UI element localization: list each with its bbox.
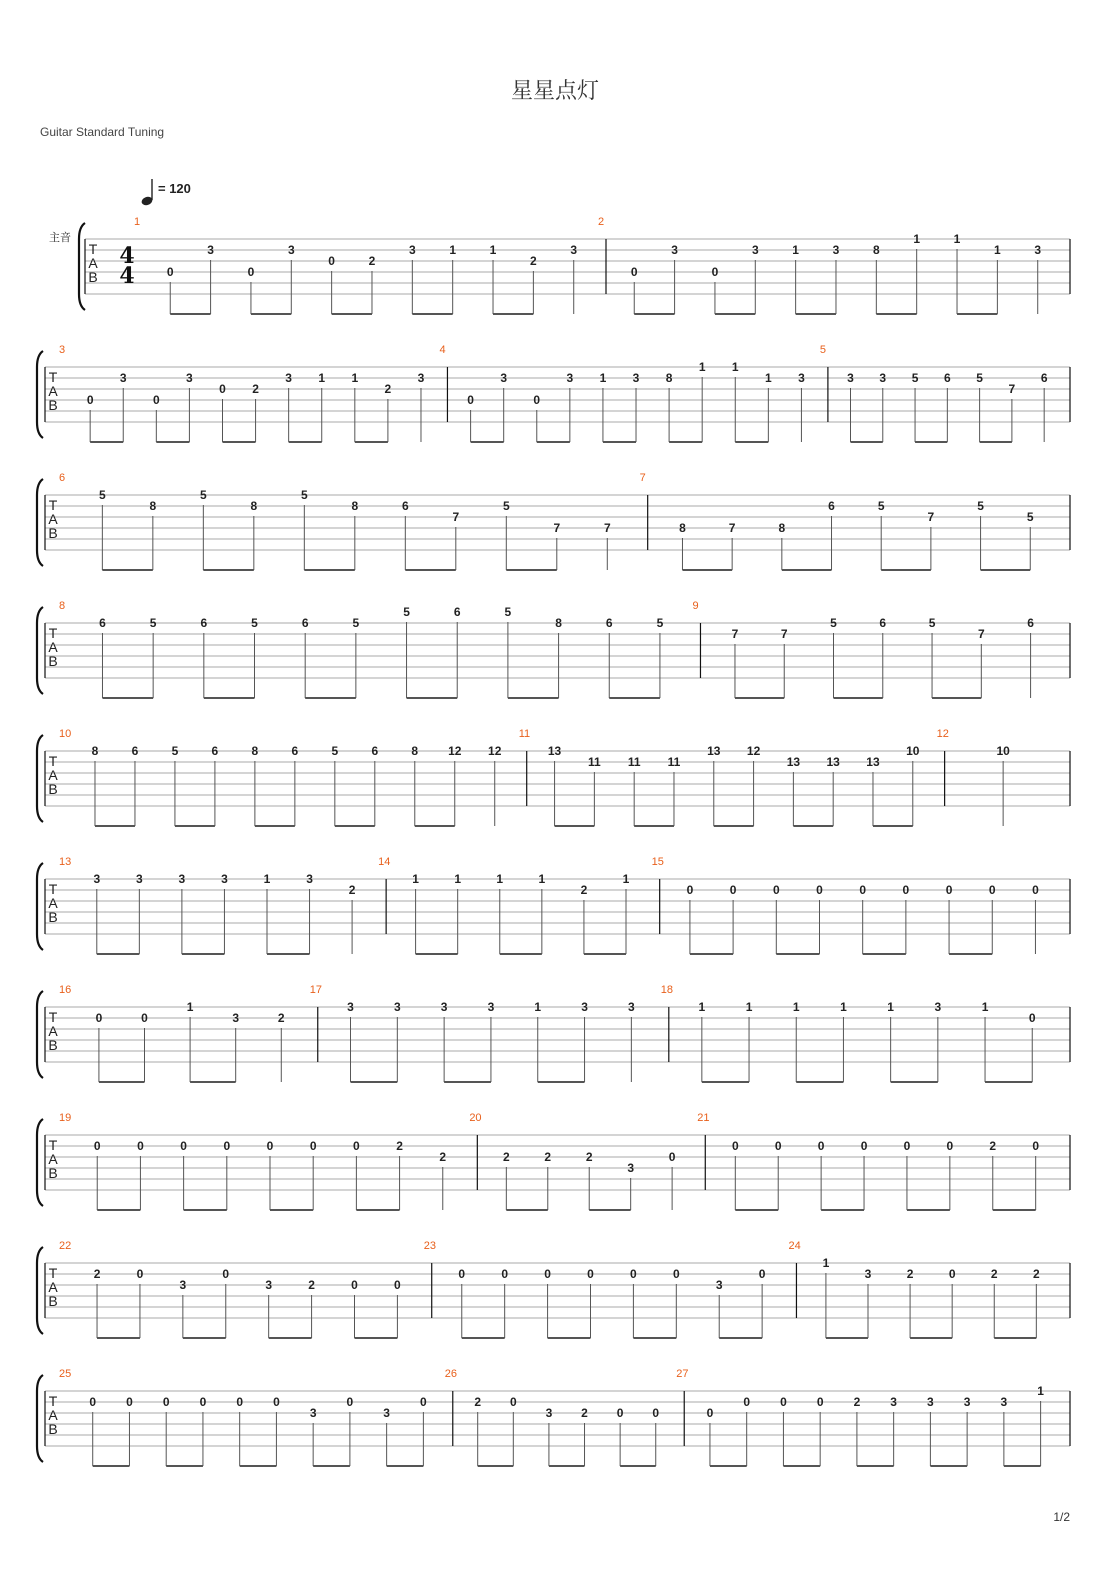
- fret-number: 1: [792, 243, 799, 257]
- fret-number: 6: [401, 499, 409, 513]
- measure-number: 3: [59, 344, 66, 356]
- instrument-label: 主音: [49, 231, 71, 244]
- fret-number: 0: [95, 1011, 103, 1025]
- fret-number: 3: [864, 1267, 872, 1281]
- fret-number: 3: [1000, 1395, 1008, 1409]
- fret-number: 0: [273, 1395, 280, 1409]
- fret-number: 5: [977, 499, 984, 513]
- fret-number: 1: [887, 1000, 894, 1014]
- fret-number: 5: [928, 616, 936, 630]
- measure-number: 18: [660, 984, 674, 996]
- fret-number: 7: [1008, 382, 1016, 396]
- fret-number: 1: [186, 1000, 194, 1014]
- fret-number: 6: [1027, 616, 1034, 630]
- fret-number: 1: [449, 243, 457, 257]
- fret-number: 0: [1032, 883, 1039, 897]
- fret-number: 0: [458, 1267, 466, 1281]
- fret-number: 2: [474, 1395, 482, 1409]
- fret-number: 0: [652, 1406, 660, 1420]
- fret-number: 0: [729, 883, 737, 897]
- fret-number: 5: [504, 605, 512, 619]
- fret-number: 3: [285, 371, 292, 385]
- fret-number: 1: [496, 872, 504, 886]
- fret-number: 6: [605, 616, 613, 630]
- fret-number: 2: [439, 1150, 447, 1164]
- fret-number: 0: [686, 883, 694, 897]
- fret-number: 2: [348, 883, 356, 897]
- fret-number: 7: [780, 627, 788, 641]
- fret-number: 1: [953, 232, 961, 246]
- fret-number: 3: [963, 1395, 971, 1409]
- fret-number: 8: [665, 371, 673, 385]
- fret-number: 3: [879, 371, 887, 385]
- measure-number: 1: [134, 216, 141, 228]
- fret-number: 1: [412, 872, 419, 886]
- fret-number: 0: [141, 1011, 148, 1025]
- tuning-label: Guitar Standard Tuning: [40, 125, 165, 139]
- fret-number: 3: [798, 371, 805, 385]
- tab-letter: B: [48, 909, 58, 925]
- fret-number: 7: [728, 521, 736, 535]
- fret-number: 5: [656, 616, 664, 630]
- fret-number: 3: [632, 371, 640, 385]
- fret-number: 0: [902, 883, 910, 897]
- fret-number: 5: [300, 488, 308, 502]
- fret-number: 0: [988, 883, 996, 897]
- fret-number: 3: [751, 243, 759, 257]
- fret-number: 1: [792, 1000, 800, 1014]
- page-number: 1/2: [1053, 1510, 1070, 1524]
- fret-number: 0: [668, 1150, 676, 1164]
- fret-number: 0: [860, 1139, 868, 1153]
- tab-letter: T: [88, 241, 98, 257]
- fret-number: 8: [411, 744, 419, 758]
- staff-bracket: [79, 223, 85, 310]
- fret-number: 3: [207, 243, 214, 257]
- tab-letter: A: [48, 1023, 58, 1039]
- fret-number: 6: [828, 499, 835, 513]
- fret-number: 0: [1032, 1139, 1040, 1153]
- fret-number: 5: [331, 744, 339, 758]
- measure-number: 2: [598, 216, 605, 228]
- tab-letter: A: [88, 255, 98, 271]
- fret-number: 0: [774, 1139, 782, 1153]
- fret-number: 2: [252, 382, 259, 396]
- fret-number: 7: [603, 521, 611, 535]
- fret-number: 1: [698, 360, 706, 374]
- fret-number: 1: [994, 243, 1001, 257]
- tab-letter: B: [48, 1421, 58, 1437]
- fret-number: 0: [544, 1267, 551, 1281]
- tab-letter: B: [48, 1037, 58, 1053]
- fret-number: 0: [501, 1267, 509, 1281]
- fret-number: 1: [765, 371, 772, 385]
- fret-number: 3: [232, 1011, 240, 1025]
- fret-number: 0: [816, 1395, 824, 1409]
- tab-letter: T: [48, 881, 58, 897]
- fret-number: 8: [872, 243, 880, 257]
- fret-number: 0: [946, 1139, 954, 1153]
- tab-letter: T: [48, 369, 58, 385]
- measure-number: 22: [59, 1240, 72, 1252]
- fret-number: 1: [318, 371, 326, 385]
- fret-number: 8: [351, 499, 359, 513]
- measure-number: 12: [936, 728, 949, 740]
- fret-number: 3: [347, 1000, 354, 1014]
- measure-number: 11: [518, 728, 531, 740]
- fret-number: 2: [585, 1150, 593, 1164]
- fret-number: 0: [816, 883, 823, 897]
- fret-number: 3: [500, 371, 508, 385]
- fret-number: 0: [533, 393, 541, 407]
- fret-number: 1: [599, 371, 607, 385]
- fret-number: 6: [301, 616, 309, 630]
- fret-number: 2: [580, 883, 588, 897]
- fret-number: 0: [86, 393, 94, 407]
- fret-number: 6: [879, 616, 887, 630]
- fret-number: 3: [628, 1000, 635, 1014]
- fret-number: 5: [99, 488, 106, 502]
- fret-number: 0: [126, 1395, 133, 1409]
- tab-letter: T: [48, 1265, 58, 1281]
- fret-number: 1: [538, 872, 546, 886]
- fret-number: 2: [384, 382, 392, 396]
- tab-letter: A: [48, 895, 58, 911]
- fret-number: 3: [287, 243, 295, 257]
- fret-number: 3: [135, 872, 143, 886]
- fret-number: 0: [706, 1406, 714, 1420]
- measure-number: 21: [697, 1112, 710, 1124]
- fret-number: 0: [758, 1267, 766, 1281]
- tab-letter: B: [48, 1165, 58, 1181]
- fret-number: 5: [976, 371, 983, 385]
- fret-number: 10: [996, 744, 1010, 758]
- fret-number: 0: [743, 1395, 751, 1409]
- measure-number: 27: [676, 1368, 689, 1380]
- fret-number: 3: [178, 872, 186, 886]
- fret-number: 3: [581, 1000, 588, 1014]
- tab-letter: A: [48, 1407, 58, 1423]
- fret-number: 13: [826, 755, 840, 769]
- fret-number: 0: [93, 1139, 101, 1153]
- measure-number: 23: [423, 1240, 436, 1252]
- fret-number: 0: [247, 265, 255, 279]
- fret-number: 1: [263, 872, 271, 886]
- fret-number: 0: [509, 1395, 517, 1409]
- fret-number: 1: [534, 1000, 542, 1014]
- fret-number: 2: [396, 1139, 403, 1153]
- fret-number: 2: [853, 1395, 861, 1409]
- fret-number: 0: [587, 1267, 594, 1281]
- staff-bracket: [37, 607, 43, 694]
- tab-letter: T: [48, 1137, 58, 1153]
- fret-number: 7: [452, 510, 460, 524]
- fret-number: 5: [911, 371, 919, 385]
- fret-number: 3: [847, 371, 854, 385]
- fret-number: 1: [822, 1256, 830, 1270]
- fret-number: 13: [866, 755, 880, 769]
- fret-number: 3: [393, 1000, 401, 1014]
- fret-number: 3: [832, 243, 840, 257]
- fret-number: 5: [149, 616, 157, 630]
- fret-number: 1: [698, 1000, 706, 1014]
- fret-number: 2: [1032, 1267, 1040, 1281]
- measure-number: 15: [651, 856, 664, 868]
- fret-number: 12: [746, 744, 761, 758]
- fret-number: 1: [731, 360, 739, 374]
- fret-number: 0: [162, 1395, 170, 1409]
- fret-number: 2: [544, 1150, 552, 1164]
- fret-number: 0: [166, 265, 174, 279]
- fret-number: 8: [555, 616, 562, 630]
- measure-number: 13: [59, 856, 72, 868]
- staff-bracket: [37, 991, 43, 1078]
- fret-number: 3: [1034, 243, 1042, 257]
- tab-letter: A: [48, 1151, 58, 1167]
- fret-number: 3: [487, 1000, 495, 1014]
- fret-number: 5: [403, 605, 410, 619]
- fret-number: 1: [913, 232, 921, 246]
- fret-number: 0: [219, 382, 226, 396]
- fret-number: 8: [679, 521, 686, 535]
- tab-letter: T: [48, 1393, 58, 1409]
- fret-number: 3: [927, 1395, 934, 1409]
- fret-number: 2: [277, 1011, 285, 1025]
- fret-number: 5: [352, 616, 360, 630]
- fret-number: 0: [616, 1406, 624, 1420]
- fret-number: 2: [368, 254, 376, 268]
- tab-letter: T: [48, 753, 58, 769]
- fret-number: 6: [99, 616, 106, 630]
- fret-number: 8: [149, 499, 157, 513]
- fret-number: 3: [383, 1406, 390, 1420]
- fret-number: 2: [502, 1150, 510, 1164]
- fret-number: 0: [309, 1139, 317, 1153]
- fret-number: 1: [622, 872, 630, 886]
- fret-number: 6: [291, 744, 299, 758]
- time-signature-bottom: 4: [119, 263, 135, 289]
- fret-number: 3: [417, 371, 425, 385]
- tab-letter: B: [88, 269, 98, 285]
- fret-number: 0: [731, 1139, 739, 1153]
- fret-number: 0: [137, 1139, 144, 1153]
- time-signature-top: 4: [119, 243, 135, 269]
- fret-number: 3: [570, 243, 578, 257]
- score-title: 星星点灯: [510, 79, 599, 104]
- fret-number: 5: [877, 499, 885, 513]
- measure-number: 25: [59, 1368, 72, 1380]
- fret-number: 0: [1028, 1011, 1036, 1025]
- fret-number: 3: [93, 872, 101, 886]
- fret-number: 1: [351, 371, 359, 385]
- fret-number: 2: [906, 1267, 914, 1281]
- fret-number: 3: [715, 1278, 723, 1292]
- fret-number: 0: [346, 1395, 354, 1409]
- fret-number: 6: [943, 371, 951, 385]
- fret-number: 3: [306, 872, 313, 886]
- measure-number: 7: [639, 472, 646, 484]
- measure-number: 8: [59, 600, 66, 612]
- fret-number: 5: [1026, 510, 1034, 524]
- fret-number: 5: [171, 744, 179, 758]
- staff-bracket: [37, 863, 43, 950]
- fret-number: 1: [1037, 1384, 1044, 1398]
- fret-number: 8: [251, 744, 259, 758]
- fret-number: 3: [221, 872, 228, 886]
- fret-number: 5: [199, 488, 207, 502]
- fret-number: 3: [119, 371, 127, 385]
- measure-number: 26: [444, 1368, 458, 1380]
- fret-number: 0: [817, 1139, 825, 1153]
- fret-number: 3: [627, 1161, 635, 1175]
- fret-number: 13: [547, 744, 562, 758]
- measure-number: 6: [59, 472, 66, 484]
- fret-number: 0: [180, 1139, 187, 1153]
- measure-number: 14: [378, 856, 391, 868]
- fret-number: 5: [830, 616, 837, 630]
- tab-letter: B: [48, 781, 58, 797]
- fret-number: 12: [448, 744, 462, 758]
- fret-number: 8: [91, 744, 99, 758]
- measure-number: 9: [692, 600, 699, 612]
- fret-number: 3: [309, 1406, 317, 1420]
- fret-number: 8: [250, 499, 258, 513]
- fret-number: 0: [630, 1267, 637, 1281]
- fret-number: 11: [588, 755, 601, 769]
- tab-letter: B: [48, 1293, 58, 1309]
- fret-number: 0: [353, 1139, 360, 1153]
- fret-number: 1: [489, 243, 497, 257]
- fret-number: 0: [945, 883, 953, 897]
- fret-number: 2: [581, 1406, 588, 1420]
- fret-number: 3: [186, 371, 193, 385]
- fret-number: 1: [840, 1000, 847, 1014]
- measure-number: 4: [439, 344, 446, 356]
- fret-number: 3: [566, 371, 574, 385]
- fret-number: 0: [772, 883, 780, 897]
- staff-bracket: [37, 1247, 43, 1334]
- fret-number: 3: [440, 1000, 448, 1014]
- measure-number: 20: [469, 1112, 482, 1124]
- fret-number: 3: [408, 243, 416, 257]
- fret-number: 11: [627, 755, 641, 769]
- staff-bracket: [37, 1375, 43, 1462]
- fret-number: 0: [89, 1395, 97, 1409]
- measure-number: 17: [309, 984, 322, 996]
- fret-number: 5: [502, 499, 510, 513]
- tab-letter: B: [48, 653, 58, 669]
- tab-letter: A: [48, 1279, 58, 1295]
- fret-number: 0: [328, 254, 335, 268]
- measure-number: 24: [788, 1240, 801, 1252]
- fret-number: 6: [200, 616, 208, 630]
- fret-number: 2: [990, 1267, 998, 1281]
- tab-letter: B: [48, 525, 58, 541]
- fret-number: 3: [671, 243, 678, 257]
- fret-number: 5: [251, 616, 258, 630]
- fret-number: 0: [903, 1139, 911, 1153]
- tab-letter: B: [48, 397, 58, 413]
- fret-number: 8: [778, 521, 786, 535]
- fret-number: 7: [553, 521, 561, 535]
- fret-number: 1: [981, 1000, 989, 1014]
- fret-number: 0: [136, 1267, 144, 1281]
- fret-number: 0: [711, 265, 719, 279]
- fret-number: 0: [672, 1267, 680, 1281]
- staff-bracket: [37, 351, 43, 438]
- fret-number: 3: [890, 1395, 897, 1409]
- fret-number: 0: [199, 1395, 207, 1409]
- tab-letter: A: [48, 383, 58, 399]
- fret-number: 0: [223, 1139, 231, 1153]
- fret-number: 0: [780, 1395, 787, 1409]
- tab-letter: T: [48, 625, 58, 641]
- tab-letter: A: [48, 767, 58, 783]
- fret-number: 3: [934, 1000, 942, 1014]
- measure-number: 16: [59, 984, 72, 996]
- tab-letter: T: [48, 497, 58, 513]
- fret-number: 13: [786, 755, 801, 769]
- fret-number: 11: [667, 755, 681, 769]
- fret-number: 12: [488, 744, 502, 758]
- fret-number: 13: [707, 744, 721, 758]
- fret-number: 1: [745, 1000, 753, 1014]
- fret-number: 1: [454, 872, 462, 886]
- measure-number: 19: [59, 1112, 72, 1124]
- fret-number: 0: [859, 883, 867, 897]
- fret-number: 6: [371, 744, 379, 758]
- fret-number: 10: [906, 744, 920, 758]
- fret-number: 7: [927, 510, 935, 524]
- fret-number: 0: [236, 1395, 244, 1409]
- tab-letter: A: [48, 639, 58, 655]
- fret-number: 2: [93, 1267, 101, 1281]
- fret-number: 2: [530, 254, 537, 268]
- fret-number: 0: [152, 393, 160, 407]
- staff-bracket: [37, 735, 43, 822]
- fret-number: 0: [948, 1267, 956, 1281]
- staff-bracket: [37, 1119, 43, 1206]
- fret-number: 6: [131, 744, 139, 758]
- fret-number: 3: [545, 1406, 553, 1420]
- measure-number: 10: [59, 728, 72, 740]
- fret-number: 0: [420, 1395, 427, 1409]
- fret-number: 0: [222, 1267, 230, 1281]
- fret-number: 6: [211, 744, 219, 758]
- fret-number: 6: [453, 605, 461, 619]
- fret-number: 7: [731, 627, 739, 641]
- fret-number: 7: [977, 627, 985, 641]
- tempo-value: = 120: [158, 181, 191, 196]
- fret-number: 0: [467, 393, 474, 407]
- staff-bracket: [37, 479, 43, 566]
- fret-number: 2: [989, 1139, 997, 1153]
- fret-number: 0: [351, 1278, 358, 1292]
- fret-number: 6: [1040, 371, 1048, 385]
- fret-number: 0: [630, 265, 638, 279]
- tab-letter: A: [48, 511, 58, 527]
- fret-number: 3: [265, 1278, 273, 1292]
- tab-letter: T: [48, 1009, 58, 1025]
- fret-number: 0: [394, 1278, 401, 1292]
- measure-number: 5: [819, 344, 827, 356]
- fret-number: 0: [266, 1139, 274, 1153]
- fret-number: 3: [179, 1278, 187, 1292]
- fret-number: 2: [308, 1278, 315, 1292]
